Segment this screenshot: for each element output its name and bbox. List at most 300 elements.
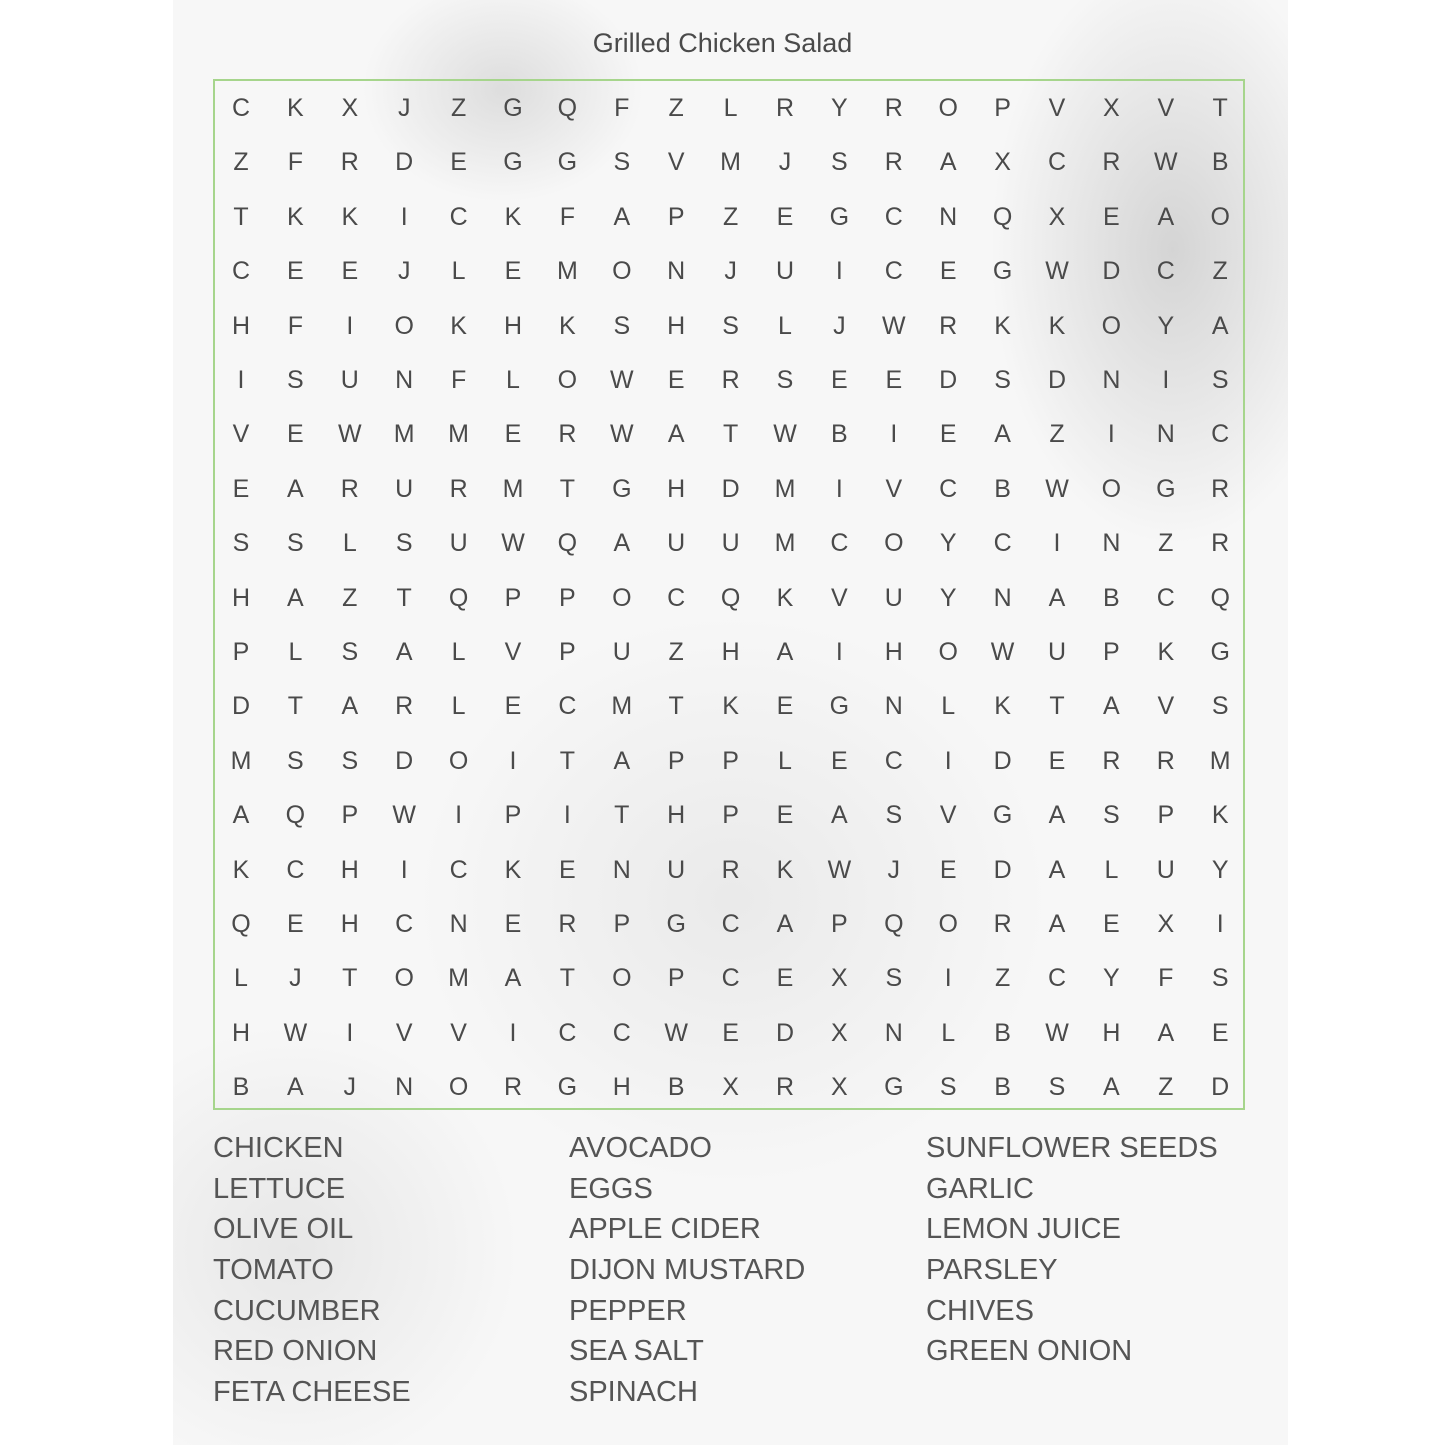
grid-letter[interactable]: B [232,1073,250,1102]
grid-letter[interactable]: I [346,311,354,340]
grid-letter[interactable]: S [1211,692,1229,721]
grid-letter[interactable]: I [346,1018,354,1047]
grid-letter[interactable]: U [340,366,359,394]
grid-letter[interactable]: E [287,910,304,938]
grid-letter[interactable]: P [722,746,739,775]
grid-letter[interactable]: N [395,366,414,394]
grid-letter[interactable]: W [392,801,416,830]
grid-letter[interactable]: A [1048,910,1066,938]
grid-letter[interactable]: C [830,529,849,558]
grid-letter[interactable]: S [939,1073,957,1102]
grid-letter[interactable]: T [722,420,739,449]
grid-letter[interactable]: P [341,801,359,830]
grid-letter[interactable]: C [1211,420,1230,449]
grid-letter[interactable]: A [1103,1073,1120,1102]
grid-letter[interactable]: S [885,801,903,830]
grid-letter[interactable]: Z [1158,529,1174,558]
grid-letter[interactable]: C [884,746,903,775]
grid-letter[interactable]: W [881,311,906,340]
grid-letter[interactable]: E [776,692,794,721]
grid-letter[interactable]: A [613,746,631,775]
grid-letter[interactable]: P [613,910,631,938]
grid-letter[interactable]: Y [831,94,848,122]
grid-letter[interactable]: W [1045,1018,1069,1047]
grid-letter[interactable]: R [503,1073,523,1102]
grid-letter[interactable]: L [288,638,303,666]
grid-letter[interactable]: R [558,420,577,449]
grid-letter[interactable]: M [774,474,796,503]
grid-letter[interactable]: U [1156,855,1175,884]
grid-letter[interactable]: M [1209,746,1231,775]
grid-letter[interactable]: O [448,1073,469,1102]
grid-letter[interactable]: A [776,910,794,938]
grid-letter[interactable]: T [1212,94,1228,122]
grid-letter[interactable]: L [451,257,466,286]
grid-letter[interactable]: Y [1157,311,1175,340]
grid-letter[interactable]: U [612,638,631,666]
grid-letter[interactable]: E [504,257,522,286]
grid-letter[interactable]: S [776,366,794,394]
grid-letter[interactable]: Z [1049,420,1065,449]
grid-letter[interactable]: E [776,964,794,993]
grid-letter[interactable]: Q [992,202,1013,231]
grid-letter[interactable]: W [827,855,852,884]
grid-letter[interactable]: A [1048,583,1066,612]
grid-letter[interactable]: H [231,583,251,612]
grid-letter[interactable]: O [884,529,904,558]
grid-letter[interactable]: U [721,529,740,558]
grid-letter[interactable]: E [504,692,522,721]
grid-letter[interactable]: T [559,964,576,993]
grid-letter[interactable]: V [939,801,957,830]
grid-letter[interactable]: K [287,94,304,122]
grid-letter[interactable]: K [504,855,522,884]
grid-letter[interactable]: L [342,529,357,558]
grid-letter[interactable]: I [400,855,408,884]
grid-letter[interactable]: M [502,474,524,503]
grid-letter[interactable]: A [939,148,957,177]
grid-letter[interactable]: Z [668,94,684,122]
grid-letter[interactable]: T [396,583,412,612]
grid-letter[interactable]: B [831,420,848,449]
grid-letter[interactable]: K [450,311,467,340]
grid-letter[interactable]: R [721,366,740,394]
grid-letter[interactable]: R [1211,474,1230,503]
grid-letter[interactable]: I [835,474,843,503]
grid-letter[interactable]: A [504,964,522,993]
grid-letter[interactable]: C [667,583,686,612]
grid-letter[interactable]: U [1047,638,1067,666]
grid-letter[interactable]: E [831,746,848,775]
grid-letter[interactable]: I [944,746,952,775]
grid-letter[interactable]: Q [448,583,469,612]
grid-letter[interactable]: O [1210,202,1230,231]
grid-letter[interactable]: S [831,148,848,177]
grid-letter[interactable]: H [667,311,686,340]
grid-letter[interactable]: Q [231,910,251,938]
grid-letter[interactable]: P [559,583,576,612]
grid-letter[interactable]: J [887,855,901,884]
grid-letter[interactable]: D [1047,366,1067,394]
grid-letter[interactable]: K [776,583,794,612]
grid-letter[interactable]: A [287,474,304,503]
grid-letter[interactable]: S [722,311,739,340]
grid-letter[interactable]: E [1211,1018,1229,1047]
grid-letter[interactable]: P [232,638,250,666]
grid-letter[interactable]: D [775,1018,795,1047]
grid-letter[interactable]: C [993,529,1012,558]
grid-letter[interactable]: U [395,474,414,503]
grid-letter[interactable]: A [1048,855,1066,884]
grid-letter[interactable]: N [612,855,631,884]
grid-letter[interactable]: C [884,202,903,231]
grid-letter[interactable]: S [1211,964,1229,993]
grid-letter[interactable]: J [397,257,411,286]
grid-letter[interactable]: D [993,855,1012,884]
grid-letter[interactable]: E [939,257,957,286]
grid-letter[interactable]: E [885,366,903,394]
grid-letter[interactable]: C [395,910,414,938]
grid-letter[interactable]: N [1102,529,1121,558]
grid-letter[interactable]: E [667,366,685,394]
grid-letter[interactable]: L [234,964,248,993]
grid-letter[interactable]: R [395,692,414,721]
grid-letter[interactable]: M [556,257,578,286]
grid-letter[interactable]: D [395,148,414,177]
grid-letter[interactable]: W [664,1018,688,1047]
grid-letter[interactable]: W [609,366,634,394]
grid-letter[interactable]: M [230,746,252,775]
grid-letter[interactable]: G [557,148,578,177]
grid-letter[interactable]: I [1053,529,1061,558]
grid-letter[interactable]: R [340,148,359,177]
grid-letter[interactable]: K [1048,311,1066,340]
grid-letter[interactable]: K [1157,638,1175,666]
grid-letter[interactable]: K [504,202,522,231]
grid-letter[interactable]: Q [557,94,578,122]
grid-letter[interactable]: A [1103,692,1120,721]
grid-letter[interactable]: E [559,855,576,884]
grid-letter[interactable]: G [992,257,1013,286]
grid-letter[interactable]: J [343,1073,357,1102]
grid-letter[interactable]: V [395,1018,413,1047]
grid-letter[interactable]: H [612,1073,631,1102]
grid-letter[interactable]: J [778,148,792,177]
grid-letter[interactable]: C [1047,964,1067,993]
grid-letter[interactable]: T [287,692,304,721]
grid-letter[interactable]: Z [668,638,684,666]
grid-letter[interactable]: B [1211,148,1229,177]
grid-letter[interactable]: F [614,94,630,122]
grid-letter[interactable]: C [558,692,577,721]
grid-letter[interactable]: J [397,94,411,122]
grid-letter[interactable]: I [1162,366,1170,394]
grid-letter[interactable]: A [287,1073,304,1102]
grid-letter[interactable]: X [994,148,1011,177]
grid-letter[interactable]: X [341,94,359,122]
grid-letter[interactable]: T [342,964,358,993]
grid-letter[interactable]: S [341,638,359,666]
grid-letter[interactable]: C [449,855,468,884]
grid-letter[interactable]: B [994,1073,1011,1102]
grid-letter[interactable]: L [506,366,520,394]
grid-letter[interactable]: G [884,1073,904,1102]
grid-letter[interactable]: U [667,855,686,884]
grid-letter[interactable]: Y [1103,964,1120,993]
grid-letter[interactable]: I [509,746,517,775]
grid-letter[interactable]: C [286,855,305,884]
grid-letter[interactable]: V [232,420,250,449]
grid-letter[interactable]: E [776,801,794,830]
grid-letter[interactable]: K [341,202,359,231]
grid-letter[interactable]: E [776,202,794,231]
grid-letter[interactable]: H [667,801,686,830]
grid-letter[interactable]: P [994,94,1011,122]
grid-letter[interactable]: Z [722,202,739,231]
grid-letter[interactable]: T [614,801,630,830]
grid-letter[interactable]: V [831,583,848,612]
grid-letter[interactable]: I [509,1018,517,1047]
grid-letter[interactable]: M [448,420,469,449]
grid-letter[interactable]: B [994,474,1011,503]
grid-letter[interactable]: A [1157,202,1175,231]
grid-letter[interactable]: E [939,420,957,449]
grid-letter[interactable]: O [1101,311,1122,340]
grid-letter[interactable]: X [831,1073,848,1102]
grid-letter[interactable]: X [831,1018,848,1047]
grid-letter[interactable]: C [231,94,251,122]
grid-letter[interactable]: Q [720,583,741,612]
grid-letter[interactable]: Q [557,529,578,558]
grid-letter[interactable]: H [1102,1018,1121,1047]
grid-letter[interactable]: S [613,148,631,177]
grid-letter[interactable]: A [994,420,1011,449]
grid-letter[interactable]: X [1157,910,1175,938]
grid-letter[interactable]: H [503,311,523,340]
grid-letter[interactable]: S [885,964,903,993]
grid-letter[interactable]: V [885,474,903,503]
grid-letter[interactable]: Z [450,94,467,122]
grid-letter[interactable]: D [1102,257,1121,286]
grid-letter[interactable]: O [938,94,958,122]
grid-letter[interactable]: B [994,1018,1011,1047]
grid-letter[interactable]: S [994,366,1011,394]
grid-letter[interactable]: P [1103,638,1120,666]
grid-letter[interactable]: H [231,1018,251,1047]
grid-letter[interactable]: E [1103,202,1120,231]
grid-letter[interactable]: O [448,746,469,775]
grid-letter[interactable]: V [1157,692,1175,721]
grid-letter[interactable]: R [558,910,577,938]
grid-letter[interactable]: K [994,311,1011,340]
grid-letter[interactable]: P [831,910,848,938]
grid-letter[interactable]: H [340,910,359,938]
grid-letter[interactable]: E [287,420,304,449]
grid-letter[interactable]: D [721,474,740,503]
grid-letter[interactable]: B [667,1073,685,1102]
grid-letter[interactable]: G [1156,474,1176,503]
grid-letter[interactable]: V [1157,94,1175,122]
grid-letter[interactable]: P [504,583,522,612]
grid-letter[interactable]: X [722,1073,739,1102]
grid-letter[interactable]: N [1102,366,1121,394]
grid-letter[interactable]: V [667,148,685,177]
grid-letter[interactable]: C [449,202,468,231]
grid-letter[interactable]: P [1157,801,1175,830]
grid-letter[interactable]: R [1156,746,1175,775]
grid-letter[interactable]: A [1157,1018,1175,1047]
grid-letter[interactable]: I [890,420,898,449]
grid-letter[interactable]: M [720,148,741,177]
grid-letter[interactable]: Z [342,583,358,612]
grid-letter[interactable]: D [395,746,414,775]
grid-letter[interactable]: H [884,638,903,666]
grid-letter[interactable]: R [340,474,359,503]
grid-letter[interactable]: M [774,529,796,558]
grid-letter[interactable]: G [1210,638,1230,666]
grid-letter[interactable]: O [394,311,414,340]
grid-letter[interactable]: S [287,746,304,775]
grid-letter[interactable]: F [450,366,467,394]
grid-letter[interactable]: L [451,638,466,666]
grid-letter[interactable]: K [287,202,304,231]
grid-letter[interactable]: T [1049,692,1065,721]
grid-letter[interactable]: O [612,257,632,286]
grid-letter[interactable]: W [501,529,525,558]
grid-letter[interactable]: W [1045,257,1069,286]
grid-letter[interactable]: Y [939,529,957,558]
grid-letter[interactable]: G [992,801,1013,830]
grid-letter[interactable]: N [395,1073,414,1102]
grid-letter[interactable]: A [232,801,250,830]
grid-letter[interactable]: B [1103,583,1120,612]
grid-letter[interactable]: S [341,746,359,775]
grid-letter[interactable]: V [504,638,522,666]
grid-letter[interactable]: M [448,964,469,993]
grid-letter[interactable]: E [287,257,304,286]
grid-letter[interactable]: K [559,311,576,340]
grid-letter[interactable]: A [667,420,685,449]
grid-letter[interactable]: L [723,94,738,122]
grid-letter[interactable]: E [722,1018,739,1047]
grid-letter[interactable]: A [1211,311,1229,340]
grid-letter[interactable]: Z [1212,257,1228,286]
grid-letter[interactable]: P [667,964,685,993]
grid-letter[interactable]: Q [1210,583,1230,612]
grid-letter[interactable]: O [612,583,632,612]
grid-letter[interactable]: C [884,257,903,286]
grid-letter[interactable]: S [1048,1073,1066,1102]
grid-letter[interactable]: R [1211,529,1230,558]
grid-letter[interactable]: G [503,94,523,122]
grid-letter[interactable]: A [287,583,304,612]
grid-letter[interactable]: L [778,746,792,775]
grid-letter[interactable]: S [613,311,631,340]
grid-letter[interactable]: I [455,801,463,830]
grid-letter[interactable]: T [559,746,576,775]
grid-letter[interactable]: I [1216,910,1224,938]
grid-letter[interactable]: Q [285,801,306,830]
grid-letter[interactable]: E [232,474,250,503]
grid-letter[interactable]: I [944,964,952,993]
grid-letter[interactable]: N [993,583,1012,612]
grid-letter[interactable]: D [1211,1073,1230,1102]
grid-letter[interactable]: S [1211,366,1229,394]
grid-letter[interactable]: L [941,692,956,721]
grid-letter[interactable]: C [558,1018,577,1047]
grid-letter[interactable]: G [829,692,850,721]
grid-letter[interactable]: E [1103,910,1120,938]
grid-letter[interactable]: Q [884,910,904,938]
grid-letter[interactable]: U [775,257,795,286]
grid-letter[interactable]: N [939,202,958,231]
grid-letter[interactable]: H [667,474,686,503]
grid-letter[interactable]: R [884,94,903,122]
grid-letter[interactable]: O [938,910,958,938]
grid-letter[interactable]: T [668,692,684,721]
grid-letter[interactable]: H [721,638,740,666]
grid-letter[interactable]: C [939,474,958,503]
grid-letter[interactable]: J [724,257,737,286]
grid-letter[interactable]: F [559,202,576,231]
grid-letter[interactable]: C [612,1018,631,1047]
grid-letter[interactable]: C [1156,257,1175,286]
grid-letter[interactable]: E [504,420,522,449]
grid-letter[interactable]: R [1102,148,1121,177]
grid-letter[interactable]: C [721,964,740,993]
grid-letter[interactable]: C [231,257,251,286]
grid-letter[interactable]: G [503,148,523,177]
grid-letter[interactable]: S [232,529,250,558]
grid-letter[interactable]: A [831,801,848,830]
grid-letter[interactable]: I [835,257,843,286]
grid-letter[interactable]: O [938,638,958,666]
grid-letter[interactable]: N [884,692,903,721]
grid-letter[interactable]: N [449,910,468,938]
grid-letter[interactable]: L [778,311,792,340]
grid-letter[interactable]: K [994,692,1011,721]
grid-letter[interactable]: C [1156,583,1175,612]
grid-letter[interactable]: W [990,638,1015,666]
grid-letter[interactable]: X [1048,202,1066,231]
grid-letter[interactable]: O [1101,474,1122,503]
grid-letter[interactable]: D [939,366,958,394]
grid-letter[interactable]: S [287,529,304,558]
grid-letter[interactable]: H [340,855,359,884]
grid-letter[interactable]: K [1211,801,1229,830]
grid-letter[interactable]: U [449,529,468,558]
grid-letter[interactable]: S [1103,801,1120,830]
grid-letter[interactable]: S [287,366,304,394]
grid-letter[interactable]: R [1102,746,1121,775]
grid-letter[interactable]: L [451,692,466,721]
grid-letter[interactable]: H [231,311,251,340]
grid-letter[interactable]: S [395,529,413,558]
grid-letter[interactable]: R [939,311,958,340]
grid-letter[interactable]: I [400,202,408,231]
grid-letter[interactable]: A [395,638,413,666]
grid-letter[interactable]: P [722,801,739,830]
grid-letter[interactable]: D [993,746,1012,775]
grid-letter[interactable]: G [666,910,686,938]
grid-letter[interactable]: O [557,366,578,394]
grid-letter[interactable]: P [667,746,685,775]
grid-letter[interactable]: W [1045,474,1069,503]
grid-letter[interactable]: W [773,420,797,449]
grid-letter[interactable]: E [1048,746,1066,775]
grid-letter[interactable]: R [884,148,903,177]
grid-letter[interactable]: K [776,855,794,884]
